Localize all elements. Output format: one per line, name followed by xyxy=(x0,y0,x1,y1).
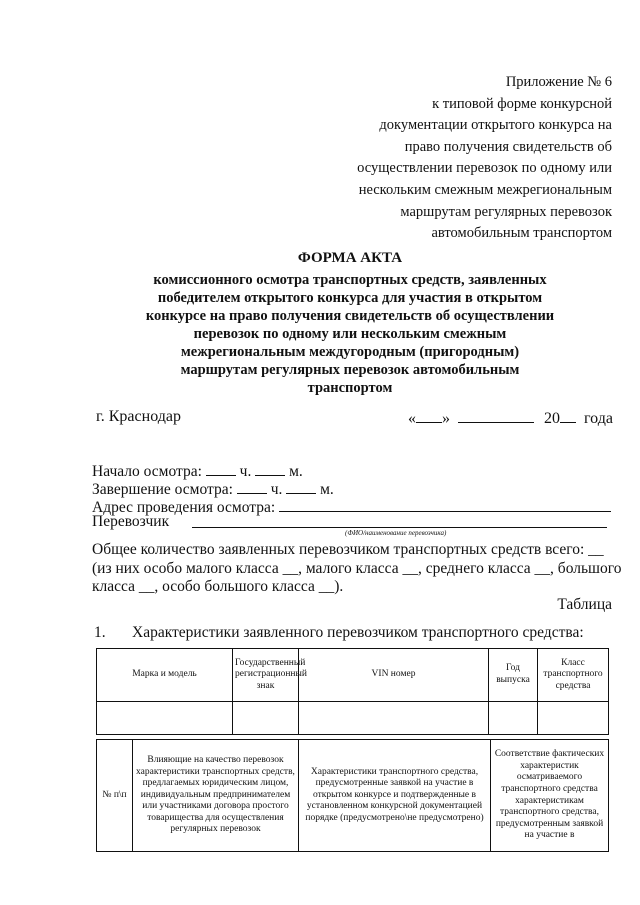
header-cell: VIN номер xyxy=(299,649,489,702)
header-cell: Соответствие фактических характеристик осматриваемого транспортного средства характеристикам транспортного средства, предусмотренным заявкой на участие в xyxy=(491,740,609,852)
table-row xyxy=(97,702,609,735)
header-cell: Характеристики транспортного средства, предусмотренные заявкой на участие в открытом конкурсе и подтвержденные в установленном конкурсной документацией порядке (предусмотрено\не предусмотрено) xyxy=(299,740,491,852)
header-cell: Влияющие на качество перевозок характеристики транспортных средств, предлагаемых юридическим лицом, индивидуальным предпринимателем или участниками договора простого товарищества для осуществления регулярных перевозок xyxy=(133,740,299,852)
end-hours-blank[interactable] xyxy=(237,479,267,494)
appendix-line: документации открытого конкурса на xyxy=(379,117,612,134)
year-suffix: года xyxy=(584,410,613,427)
summary-line: класса __, особо большого класса __). xyxy=(92,578,344,595)
end-minutes-blank[interactable] xyxy=(286,479,316,494)
hours-abbr: ч. xyxy=(270,481,283,498)
minutes-abbr: м. xyxy=(320,481,334,498)
vehicle-table xyxy=(96,648,609,735)
start-label: Начало осмотра: xyxy=(92,463,202,480)
table-cell[interactable] xyxy=(233,702,299,735)
appendix-line: автомобильным транспортом xyxy=(431,225,612,242)
year-prefix: 20 xyxy=(544,410,560,427)
section-title: Характеристики заявленного перевозчиком транспортного средства: xyxy=(132,624,584,641)
carrier-note: (ФИО/наименование перевозчика) xyxy=(345,529,447,537)
close-quote: » xyxy=(442,410,450,427)
table-cell[interactable] xyxy=(299,702,489,735)
year-blank[interactable] xyxy=(560,408,576,423)
start-row xyxy=(92,461,303,481)
table-cell[interactable] xyxy=(97,702,233,735)
title-line: конкурсе на право получения свидетельств об осуществлении xyxy=(145,308,555,324)
end-label: Завершение осмотра: xyxy=(92,481,233,498)
title-line: перевозок по одному или нескольким смежным xyxy=(193,326,507,342)
table-label: Таблица xyxy=(557,596,612,613)
appendix-line: право получения свидетельств об xyxy=(404,138,612,155)
header-cell: Марка и модель xyxy=(97,649,233,702)
appendix-line: маршрутам регулярных перевозок xyxy=(400,203,612,220)
form-title: ФОРМА АКТА xyxy=(297,250,403,266)
end-row xyxy=(92,479,334,499)
document-title xyxy=(140,249,560,397)
section-number: 1. xyxy=(94,624,106,641)
appendix-line: осуществлении перевозок по одному или xyxy=(357,160,612,177)
table-header-row xyxy=(97,649,609,702)
start-minutes-blank[interactable] xyxy=(255,461,285,476)
title-line: маршрутам регулярных перевозок автомобильным xyxy=(180,362,520,378)
title-line: транспортом xyxy=(307,380,393,396)
title-line: победителем открытого конкурса для участия в открытом xyxy=(157,290,543,306)
hours-abbr: ч. xyxy=(239,463,252,480)
table-header-row xyxy=(97,740,609,852)
appendix-line: Приложение № 6 xyxy=(505,74,612,90)
summary-line: Общее количество заявленных перевозчиком транспортных средств всего: __ xyxy=(92,541,604,558)
appendix-line: нескольким смежным межрегиональным xyxy=(358,181,612,198)
table-cell[interactable] xyxy=(538,702,609,735)
appendix-line: к типовой форме конкурсной xyxy=(432,95,612,112)
address-row xyxy=(92,497,611,517)
title-line: комиссионного осмотра транспортных средств, заявленных xyxy=(153,272,547,288)
city: г. Краснодар xyxy=(96,408,181,425)
month-blank[interactable] xyxy=(458,408,534,423)
carrier-blank[interactable] xyxy=(192,527,607,528)
title-line: межрегиональным междугородным (пригородным) xyxy=(180,344,520,360)
header-cell: Класс транспортного средства xyxy=(538,649,609,702)
summary-line: (из них особо малого класса __, малого класса __, среднего класса __, большого xyxy=(92,560,622,577)
appendix-block xyxy=(292,72,612,245)
minutes-abbr: м. xyxy=(289,463,303,480)
address-blank[interactable] xyxy=(279,497,611,512)
header-cell: № п\п xyxy=(97,740,133,852)
day-blank[interactable] xyxy=(416,408,442,423)
characteristics-table xyxy=(96,739,609,852)
date-line xyxy=(408,408,613,428)
start-hours-blank[interactable] xyxy=(206,461,236,476)
table-cell[interactable] xyxy=(489,702,538,735)
header-cell: Государственный регистрационный знак xyxy=(233,649,299,702)
carrier-label: Перевозчик xyxy=(92,513,170,530)
open-quote: « xyxy=(408,410,416,427)
address-label: Адрес проведения осмотра: xyxy=(92,499,276,516)
header-cell: Год выпуска xyxy=(489,649,538,702)
